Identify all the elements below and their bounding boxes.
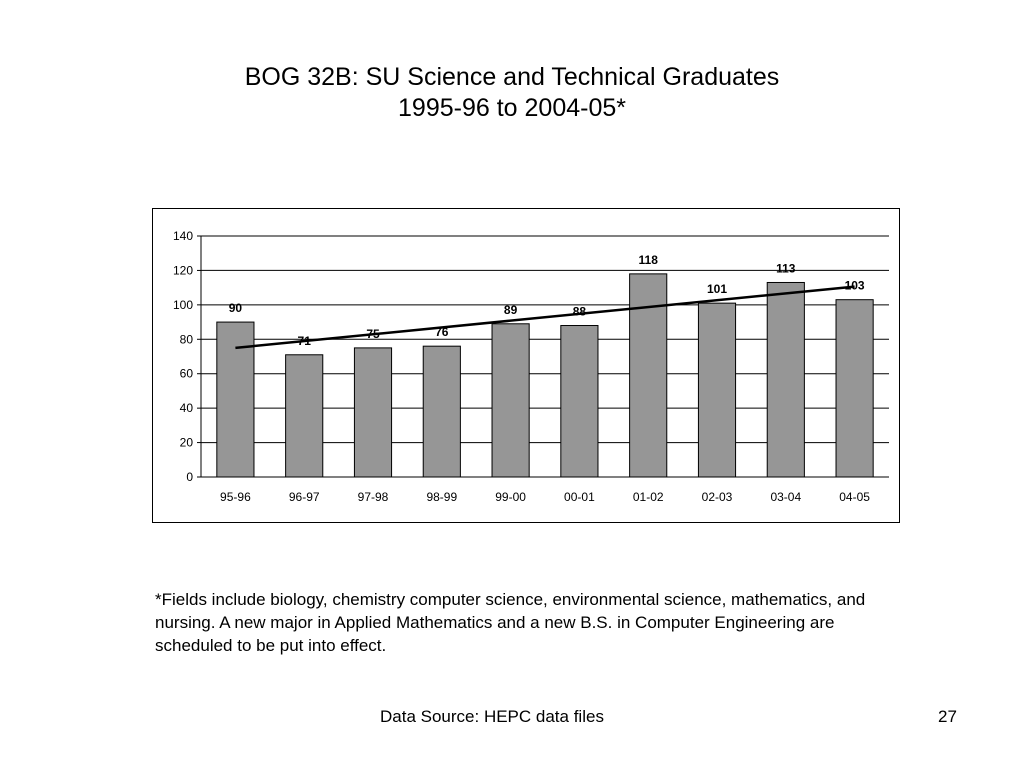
data-label: 76 [435, 325, 449, 340]
bar [354, 348, 391, 477]
trend-line [235, 287, 854, 348]
bar [698, 303, 735, 477]
data-label: 90 [228, 301, 243, 316]
footnote: *Fields include biology, chemistry computer science, environmental science, mathematics, and nursing. A new major in Applied Mathematics and a new B.S. in Computer Engineering are scheduled to be put into effect. [155, 590, 866, 655]
data-label: 118 [638, 252, 658, 267]
x-tick-label: 00-01 [564, 490, 595, 504]
y-tick-label: 80 [179, 332, 193, 347]
x-tick-label: 04-05 [839, 490, 870, 504]
y-tick-label: 120 [172, 263, 193, 278]
page-number: 27 [938, 707, 957, 726]
slide-title [0, 62, 1024, 124]
bar [217, 322, 254, 477]
bar [767, 282, 804, 477]
bar [286, 355, 323, 477]
bar [561, 326, 598, 477]
x-tick-label: 97-98 [357, 490, 389, 504]
data-label: 89 [503, 302, 518, 317]
x-tick-label: 96-97 [288, 490, 320, 504]
y-tick-label: 60 [179, 366, 193, 381]
data-label: 113 [776, 261, 796, 276]
slide-title-line2: 1995-96 to 2004-05* [398, 94, 626, 122]
bar [492, 324, 529, 477]
x-tick-label: 99-00 [495, 490, 526, 504]
data-label: 88 [572, 304, 587, 319]
data-label: 103 [844, 278, 865, 293]
x-tick-label: 95-96 [220, 490, 251, 504]
x-tick-label: 01-02 [632, 490, 664, 504]
y-tick-label: 40 [179, 401, 193, 416]
chart-frame [152, 208, 900, 523]
bar-chart [153, 209, 899, 522]
bar [836, 300, 873, 477]
x-tick-label: 03-04 [770, 490, 802, 504]
y-tick-label: 100 [172, 297, 193, 312]
x-tick-label: 02-03 [701, 490, 733, 504]
bar [630, 274, 667, 477]
y-tick-label: 20 [179, 435, 193, 450]
data-label: 101 [706, 282, 728, 297]
slide-title-line1: BOG 32B: SU Science and Technical Graduates [244, 63, 780, 91]
y-tick-label: 0 [186, 470, 193, 484]
y-tick-label: 140 [172, 229, 193, 243]
x-tick-label: 98-99 [426, 490, 458, 504]
bar [423, 346, 460, 477]
data-source: Data Source: HEPC data files [380, 707, 604, 726]
